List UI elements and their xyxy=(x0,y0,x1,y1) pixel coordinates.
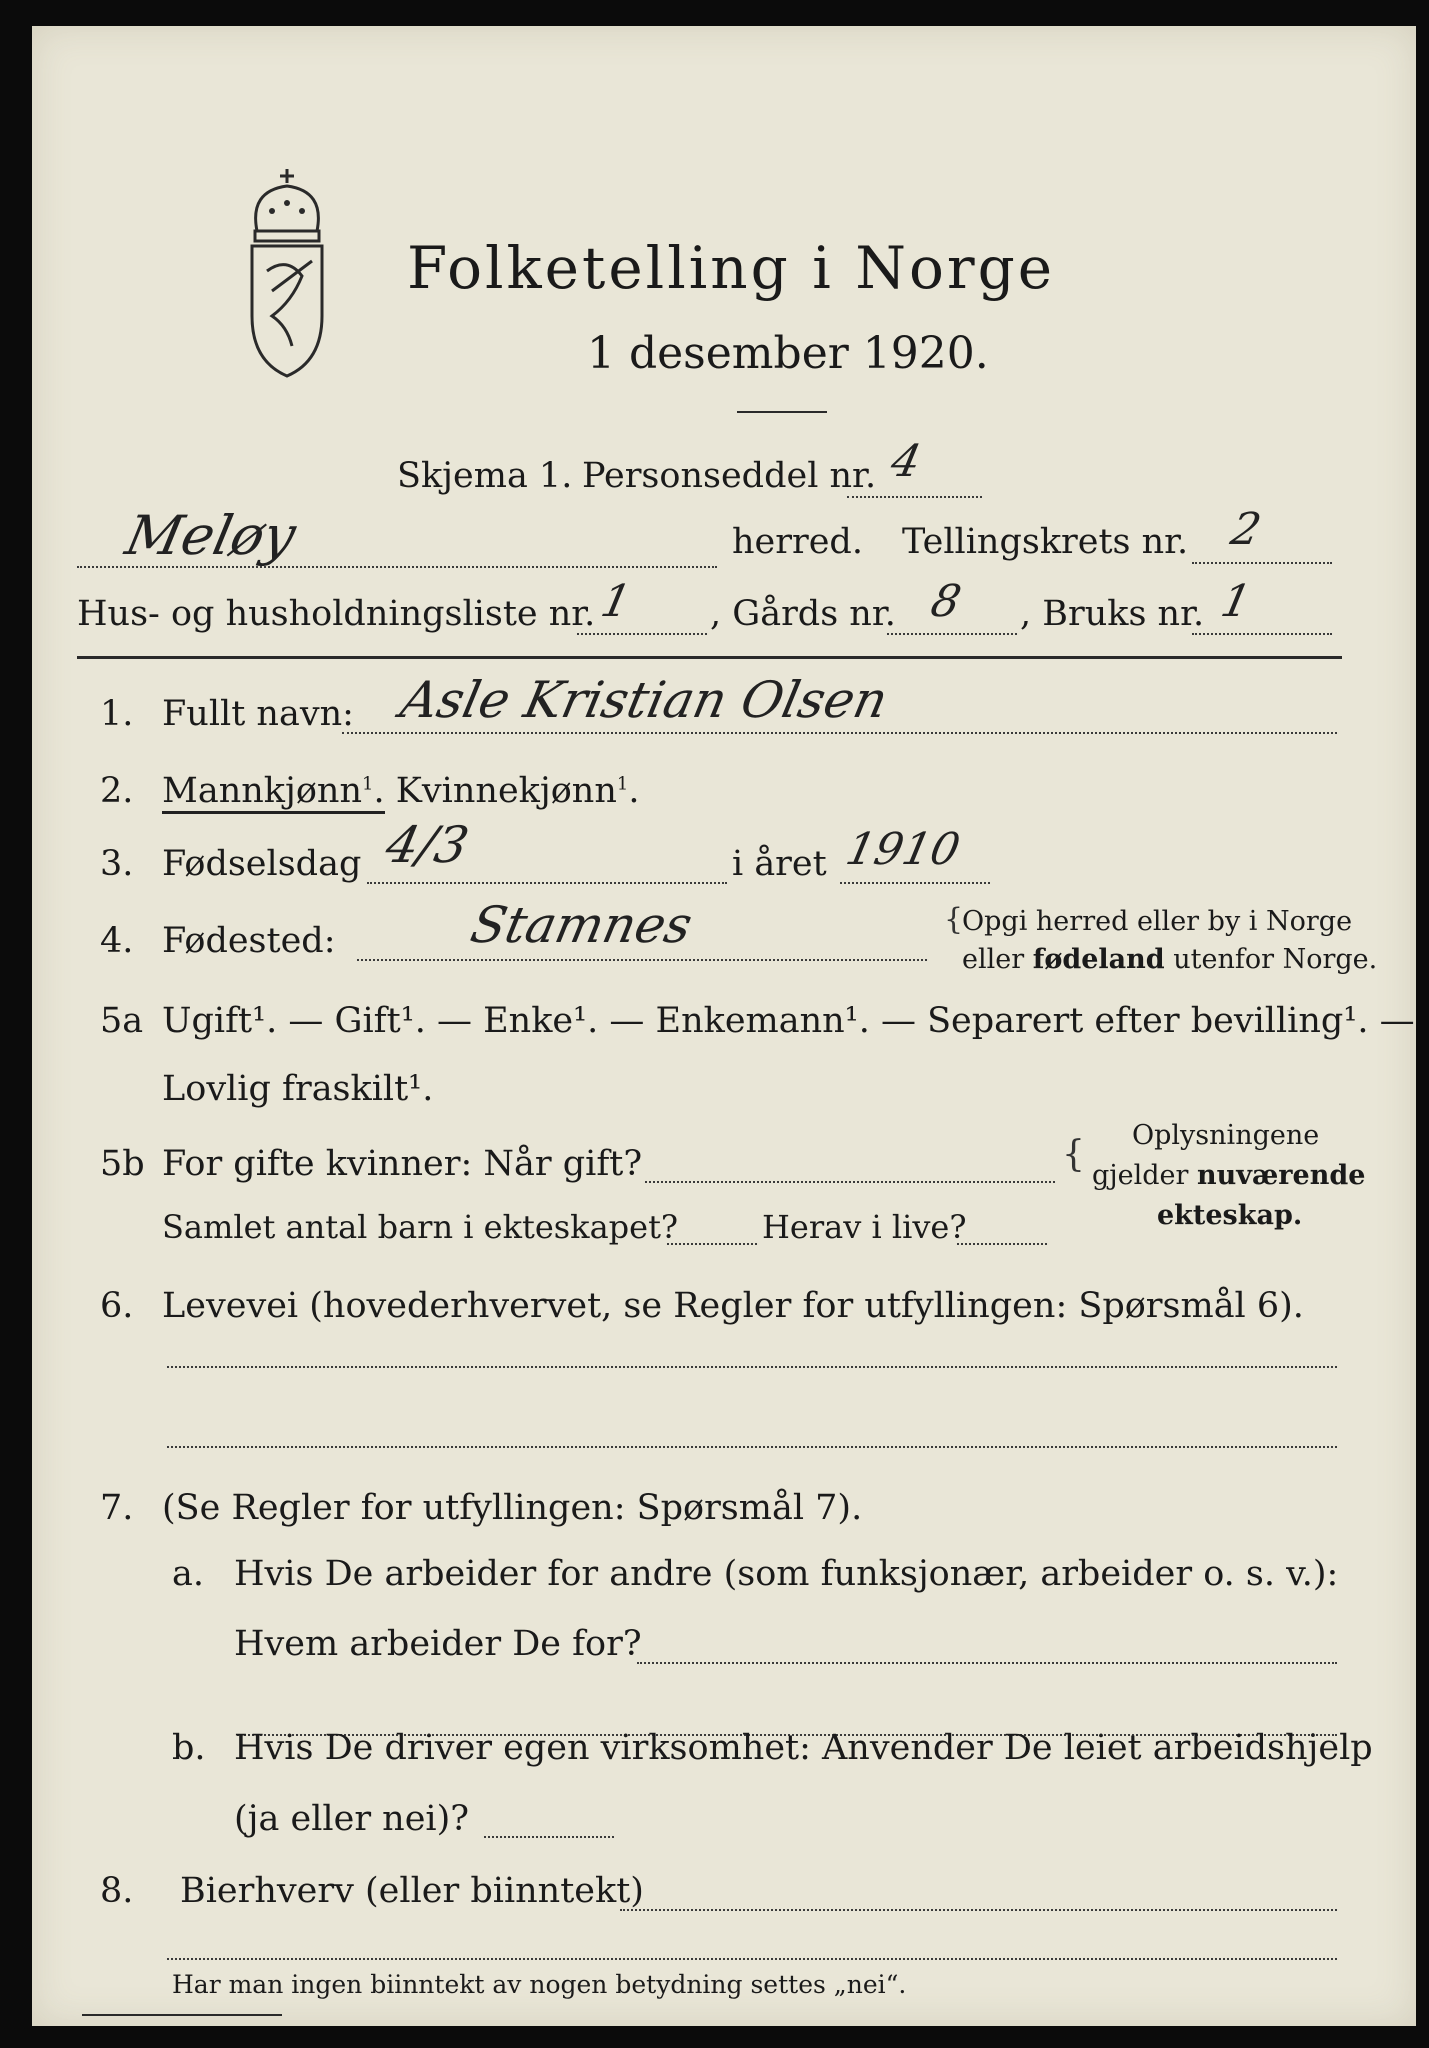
q3-field xyxy=(367,882,727,884)
q5b-note-line3: ekteskap. xyxy=(1157,1200,1303,1231)
q5b-note-line2: gjelder nuværende xyxy=(1092,1160,1366,1191)
q4-brace: { xyxy=(944,902,964,937)
gards-label: , Gårds nr. xyxy=(710,594,896,634)
q2-number: 2. xyxy=(100,771,134,811)
page-title: Folketelling i Norge xyxy=(407,234,1056,302)
herred-label: herred. xyxy=(732,522,863,562)
personseddel-field xyxy=(847,496,982,498)
q3-year-label: i året xyxy=(732,844,827,884)
q7b-line1: Hvis De driver egen virksomhet: Anvender De leiet arbeidshjelp xyxy=(234,1728,1373,1768)
q5b-children-field xyxy=(667,1243,757,1245)
q3-value: 4/3 xyxy=(380,816,474,874)
q7b-number: b. xyxy=(172,1728,206,1768)
personseddel-value: 4 xyxy=(886,436,926,487)
q5b-married-field xyxy=(645,1181,1055,1183)
bruks-value: 1 xyxy=(1216,576,1256,627)
hus-value: 1 xyxy=(596,576,636,627)
q5b-children-label: Samlet antal barn i ekteskapet? xyxy=(162,1208,679,1246)
q5b-note-line1: Oplysningene xyxy=(1132,1120,1320,1151)
tellingskrets-field xyxy=(1192,562,1332,564)
q2-female-option: Kvinnekjønn$^1$. xyxy=(395,771,640,811)
q5b-married-label: For gifte kvinner: Når gift? xyxy=(162,1144,643,1184)
herred-value: Meløy xyxy=(120,504,302,567)
header-rule xyxy=(77,656,1342,659)
tellingskrets-value: 2 xyxy=(1226,504,1266,555)
q4-number: 4. xyxy=(100,921,134,961)
title-divider xyxy=(737,411,827,413)
q6-field-line1 xyxy=(167,1366,1337,1368)
q5a-options-line2: Lovlig fraskilt¹. xyxy=(162,1069,434,1109)
q1-field xyxy=(342,732,1337,734)
q7b-line2: (ja eller nei)? xyxy=(234,1799,470,1839)
q3-year-value: 1910 xyxy=(841,824,965,875)
q7a-line1: Hvis De arbeider for andre (som funksjonær, arbeider o. s. v.): xyxy=(234,1554,1339,1594)
skjema-label: Skjema 1. xyxy=(397,456,573,496)
q8-number: 8. xyxy=(100,1871,134,1911)
q2-options xyxy=(162,771,639,811)
q4-label: Fødested: xyxy=(162,921,336,961)
bruks-label: , Bruks nr. xyxy=(1020,594,1205,634)
q6-number: 6. xyxy=(100,1286,134,1326)
q7-label: (Se Regler for utfyllingen: Spørsmål 7). xyxy=(162,1488,863,1528)
q7a-line2: Hvem arbeider De for? xyxy=(234,1624,642,1664)
q6-label: Levevei (hovederhvervet, se Regler for utfyllingen: Spørsmål 6). xyxy=(162,1286,1304,1326)
coat-of-arms-icon xyxy=(227,161,347,391)
tellingskrets-label: Tellingskrets nr. xyxy=(902,522,1189,562)
q8-field-line2 xyxy=(167,1958,1337,1960)
q5b-number: 5b xyxy=(100,1144,145,1184)
q1-label: Fullt navn: xyxy=(162,694,354,734)
q4-note-line1: Opgi herred eller by i Norge xyxy=(962,906,1353,937)
q7a-number: a. xyxy=(172,1554,204,1594)
q5a-options-line1: Ugift¹. — Gift¹. — Enke¹. — Enkemann¹. — Separert efter bevilling¹. — xyxy=(162,1001,1415,1041)
q1-number: 1. xyxy=(100,694,134,734)
census-date: 1 desember 1920. xyxy=(587,328,989,379)
q4-note-line2: eller fødeland utenfor Norge. xyxy=(962,944,1378,975)
q4-value: Stamnes xyxy=(465,896,698,954)
q7b-field xyxy=(484,1836,614,1838)
census-form-paper xyxy=(32,26,1416,2026)
bruks-field xyxy=(1192,633,1332,635)
q6-field-line2 xyxy=(167,1446,1337,1448)
q2-male-option: Mannkjønn$^1$. xyxy=(162,771,385,814)
q5b-alive-label: Herav i live? xyxy=(762,1208,967,1246)
q8-label: Bierhverv (eller biinntekt) xyxy=(180,1871,644,1911)
q3-year-field xyxy=(840,882,990,884)
footnote-rule xyxy=(82,2014,282,2016)
q3-label: Fødselsdag xyxy=(162,844,362,884)
personseddel-label: Personseddel nr. xyxy=(582,456,877,496)
q7a-field-line1 xyxy=(637,1662,1337,1664)
hus-field xyxy=(577,633,707,635)
q5a-number: 5a xyxy=(100,1001,144,1041)
hus-label: Hus- og husholdningsliste nr. xyxy=(77,594,596,634)
footer-note: Har man ingen biinntekt av nogen betydning settes „nei“. xyxy=(172,1970,907,1999)
q4-field xyxy=(357,959,927,961)
q7-number: 7. xyxy=(100,1488,134,1528)
q8-field-line1 xyxy=(620,1909,1337,1911)
gards-value: 8 xyxy=(926,576,966,627)
gards-field xyxy=(887,633,1017,635)
q5b-brace: { xyxy=(1062,1134,1085,1175)
q1-value: Asle Kristian Olsen xyxy=(395,671,893,729)
q5b-alive-field xyxy=(957,1243,1047,1245)
q3-number: 3. xyxy=(100,844,134,884)
